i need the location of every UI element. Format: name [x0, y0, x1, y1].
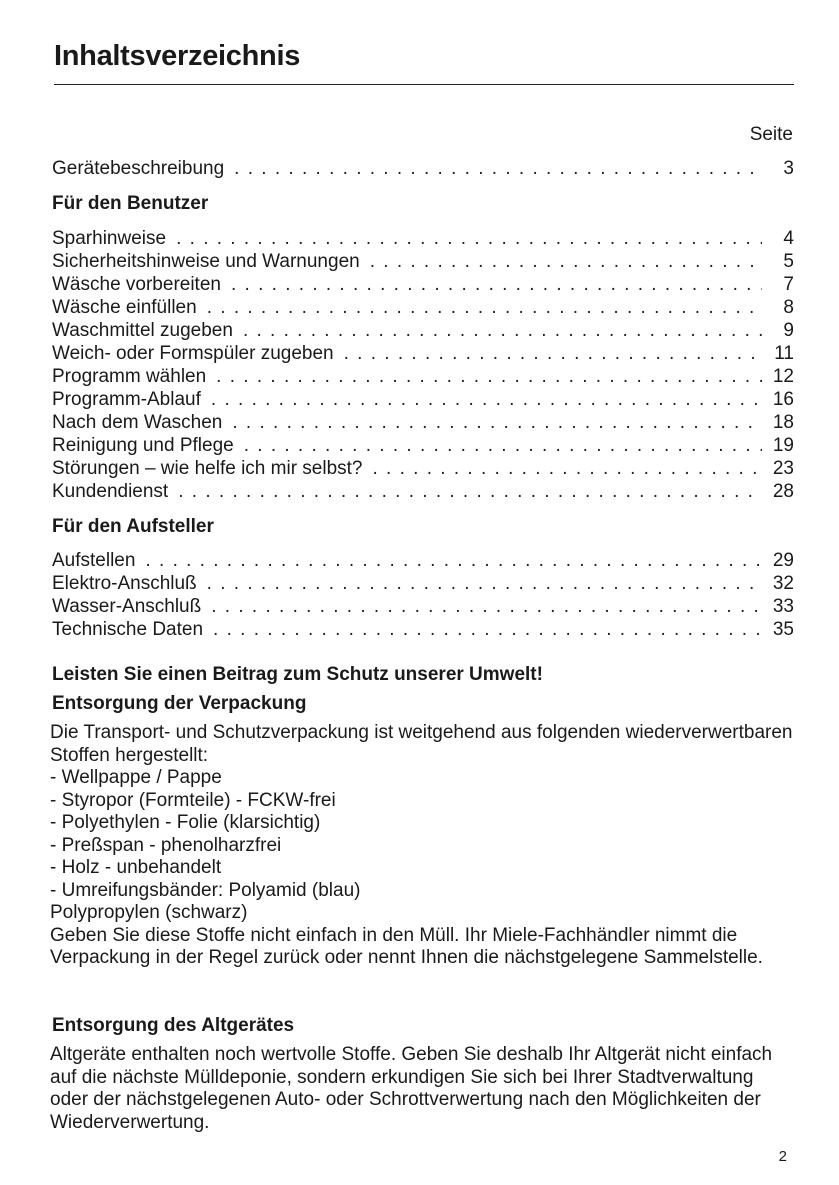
dot-leader [231, 273, 762, 296]
toc-entry-label: Technische Daten [52, 619, 204, 640]
toc-entry-page: 8 [783, 297, 794, 318]
toc-entry-page: 11 [774, 343, 794, 364]
environment-heading: Leisten Sie einen Beitrag zum Schutz unserer Umwelt! [52, 664, 543, 685]
toc-entry[interactable] [52, 342, 794, 365]
toc-entry-page: 32 [772, 573, 794, 594]
packaging-intro-text: Die Transport- und Schutzverpackung ist weitgehend aus folgenden wiederverwertbaren Stoffen hergestellt: [50, 722, 793, 766]
title-rule [54, 84, 794, 85]
toc-entry[interactable] [52, 480, 794, 503]
toc-entry[interactable] [52, 457, 794, 480]
packaging-disposal-section [50, 722, 795, 970]
toc-entry-label: Wäsche einfüllen [52, 297, 197, 318]
toc-entry-page: 5 [783, 251, 794, 272]
toc-entry[interactable] [52, 595, 794, 618]
old-appliance-disposal-section [50, 1044, 795, 1134]
section-heading-aufsteller: Für den Aufsteller [52, 516, 214, 537]
old-appliance-disposal-heading: Entsorgung des Altgerätes [52, 1015, 295, 1036]
packaging-disposal-heading: Entsorgung der Verpackung [52, 693, 307, 714]
dot-leader [232, 411, 762, 434]
material-item-continuation: Polypropylen (schwarz) [50, 902, 248, 923]
toc-entry[interactable] [52, 296, 794, 319]
toc-entry[interactable] [52, 572, 794, 595]
toc-entry-page: 19 [772, 435, 794, 456]
old-appliance-text: Altgeräte enthalten noch wertvolle Stoffe. Geben Sie deshalb Ihr Altgerät nicht einfach auf die nächste Mülldeponie, sondern erkundigen Sie sich bei Ihrer Stadtverwaltung oder der nächstgelegenen Auto- oder Schrottverwertung nach den Möglichkeiten der Wiederverwertung. [50, 1044, 773, 1133]
toc-entry[interactable] [52, 319, 794, 342]
toc-entry[interactable] [52, 157, 794, 180]
dot-leader [344, 342, 762, 365]
material-item: - Styropor (Formteile) - FCKW-frei [50, 789, 336, 811]
toc-entry-label: Weich- oder Formspüler zugeben [52, 343, 334, 364]
dot-leader [176, 227, 762, 250]
page-title: Inhaltsverzeichnis [54, 40, 301, 72]
toc-entry-page: 12 [772, 366, 794, 387]
toc-entry-label: Aufstellen [52, 550, 136, 571]
toc-entry[interactable] [52, 365, 794, 388]
toc-entry-page: 33 [772, 596, 794, 617]
toc-entry-page: 9 [783, 320, 794, 341]
section-heading-benutzer: Für den Benutzer [52, 193, 209, 214]
dot-leader [145, 549, 762, 572]
toc-entry[interactable] [52, 434, 794, 457]
toc-entry-page: 18 [772, 412, 794, 433]
toc-entry-page: 7 [783, 274, 794, 295]
page-number: 2 [778, 1148, 787, 1165]
toc-entry-page: 35 [772, 619, 794, 640]
dot-leader [207, 296, 762, 319]
toc-entry[interactable] [52, 618, 794, 641]
dot-leader [234, 157, 762, 180]
toc-entry-page: 28 [772, 481, 794, 502]
dot-leader [213, 618, 762, 641]
toc-entry-label: Programm-Ablauf [52, 389, 201, 410]
toc-entry[interactable] [52, 273, 794, 296]
toc-entry-label: Programm wählen [52, 366, 207, 387]
toc-entry-label: Gerätebeschreibung [52, 158, 225, 179]
toc-intro [52, 157, 794, 180]
toc-entry-label: Wasser-Anschluß [52, 596, 202, 617]
materials-list [50, 767, 795, 925]
packaging-outro-text: Geben Sie diese Stoffe nicht einfach in den Müll. Ihr Miele-Fachhändler nimmt die Verpackung in der Regel zurück oder nennt Ihnen die nächstgelegene Sammelstelle. [50, 924, 763, 968]
toc-entry-page: 4 [783, 228, 794, 249]
toc-entry-label: Nach dem Waschen [52, 412, 223, 433]
toc-entry-label: Kundendienst [52, 481, 169, 502]
material-item: - Polyethylen - Folie (klarsichtig) [50, 812, 321, 833]
dot-leader [216, 365, 762, 388]
dot-leader [211, 388, 762, 411]
dot-leader [244, 434, 762, 457]
material-item: - Wellpappe / Pappe [50, 767, 222, 788]
toc-entry[interactable] [52, 388, 794, 411]
material-item: - Holz - unbehandelt [50, 857, 222, 878]
dot-leader [243, 319, 762, 342]
toc-entry-page: 3 [783, 158, 794, 179]
toc-entry[interactable] [52, 227, 794, 250]
toc-entry-label: Elektro-Anschluß [52, 573, 197, 594]
dot-leader [211, 595, 762, 618]
toc-entry-page: 23 [772, 458, 794, 479]
dot-leader [207, 572, 762, 595]
toc-entry-page: 29 [772, 550, 794, 571]
toc-entry-label: Reinigung und Pflege [52, 435, 234, 456]
toc-aufsteller [52, 549, 794, 641]
dot-leader [370, 250, 762, 273]
seite-column-label: Seite [749, 124, 793, 145]
toc-entry[interactable] [52, 411, 794, 434]
dot-leader [178, 480, 762, 503]
toc-entry-label: Wäsche vorbereiten [52, 274, 221, 295]
toc-benutzer [52, 227, 794, 503]
toc-entry[interactable] [52, 549, 794, 572]
toc-entry-page: 16 [772, 389, 794, 410]
toc-entry[interactable] [52, 250, 794, 273]
toc-entry-label: Waschmittel zugeben [52, 320, 233, 341]
toc-entry-label: Sparhinweise [52, 228, 167, 249]
toc-entry-label: Sicherheitshinweise und Warnungen [52, 251, 360, 272]
material-item: - Preßspan - phenolharzfrei [50, 834, 282, 856]
toc-entry-label: Störungen – wie helfe ich mir selbst? [52, 458, 363, 479]
dot-leader [373, 457, 763, 480]
material-item: - Umreifungsbänder: Polyamid (blau) [50, 879, 361, 901]
